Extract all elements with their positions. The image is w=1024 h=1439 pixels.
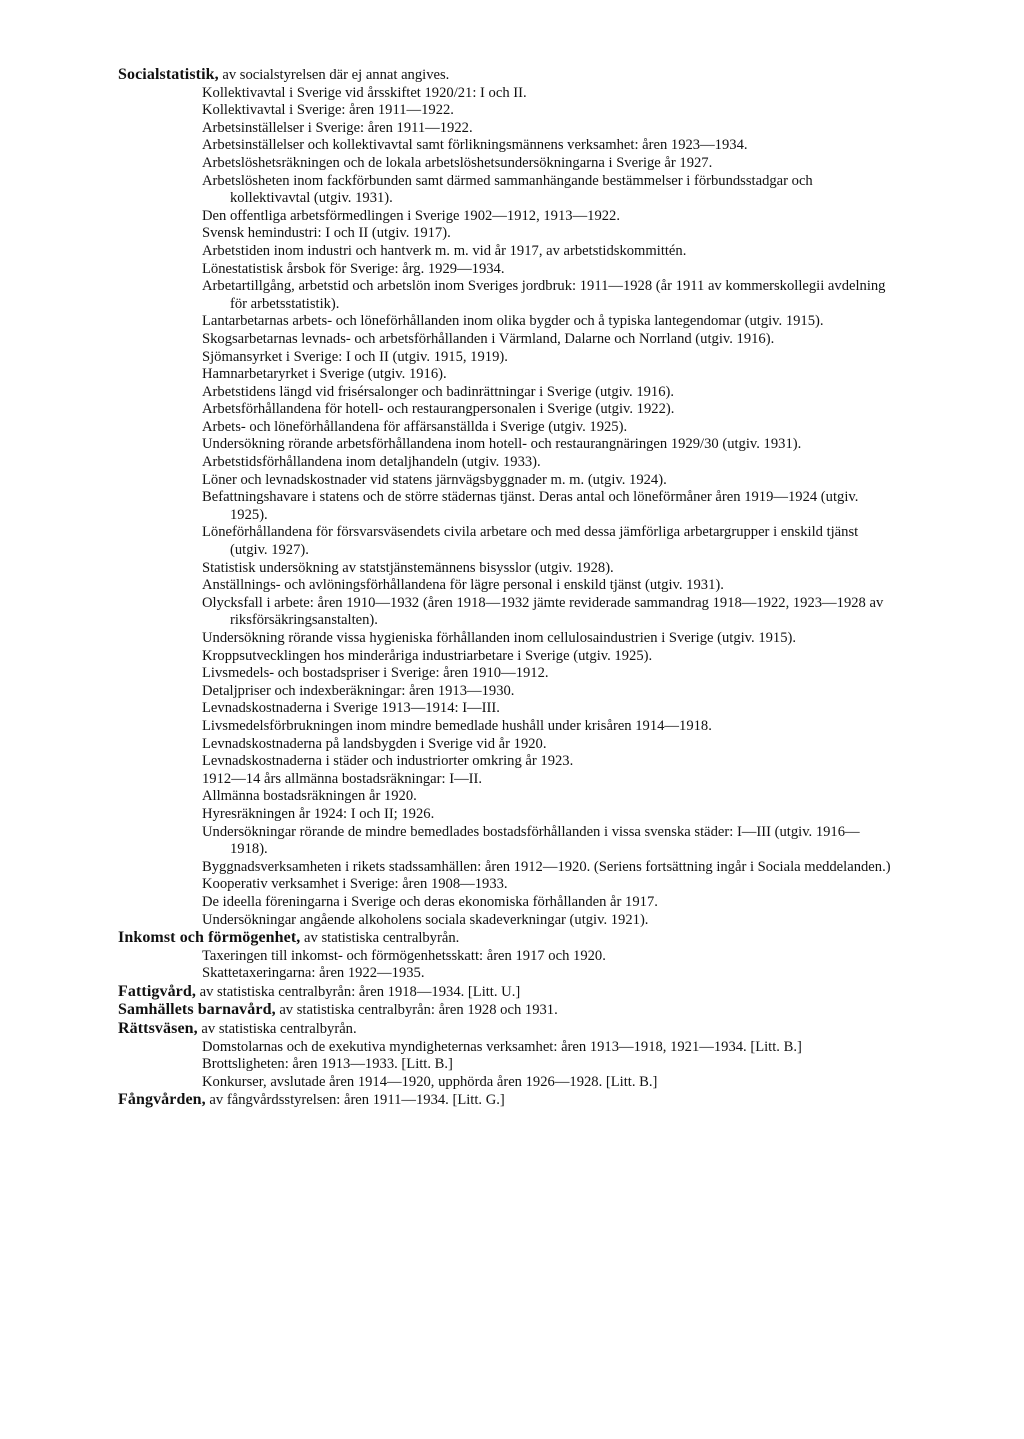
publication-entry: De ideella föreningarna i Sverige och deras ekonomiska förhållanden år 1917. (202, 893, 658, 910)
section-heading (0, 1020, 1024, 1039)
publication-entry: Sjömansyrket i Sverige: I och II (utgiv. 1915, 1919). (202, 348, 508, 365)
section-title: Rättsväsen, (118, 1020, 198, 1038)
section-source: av statistiska centralbyrån: åren 1928 och 1931. (275, 1002, 558, 1019)
publication-entry: Arbetsförhållandena för hotell- och restaurangpersonalen i Sverige (utgiv. 1922). (202, 401, 675, 418)
publication-entry: Arbetslöshetsräkningen och de lokala arbetslöshetsundersökningarna i Sverige år 1927. (202, 154, 713, 171)
publication-entry: Levnadskostnaderna på landsbygden i Sverige vid år 1920. (202, 735, 547, 752)
publication-entry: Livsmedelsförbrukningen inom mindre bemedlade hushåll under krisåren 1914—1918. (202, 717, 712, 734)
publication-entry: Befattningshavare i statens och de större städernas tjänst. Deras antal och löneförmåner åren 1919—1924 (utgiv. 1925). (202, 489, 859, 523)
publication-entry: Byggnadsverksamheten i rikets stadssamhällen: åren 1912—1920. (Seriens fortsättning ingår i Sociala meddelanden.) (202, 858, 891, 875)
publication-entry: Löner och levnadskostnader vid statens järnvägsbyggnader m. m. (utgiv. 1924). (202, 471, 667, 488)
section-title: Socialstatistik, (118, 66, 219, 83)
section (0, 1020, 1024, 1091)
publication-entry: Undersökning rörande vissa hygieniska förhållanden inom cellulosaindustrien i Sverige (utgiv. 1915). (202, 630, 797, 646)
publication-entry: Undersökningar angående alkoholens sociala skadeverkningar (utgiv. 1921). (202, 911, 649, 928)
publication-entry: Undersökningar rörande de mindre bemedlades bostadsförhållanden i vissa svenska städer: I—III (utgiv. 1916—1918). (202, 823, 860, 858)
publication-entry: Hamnarbetaryrket i Sverige (utgiv. 1916). (202, 366, 447, 383)
bibliography-list (0, 66, 1024, 1110)
section-source: av statistiska centralbyrån. (197, 1021, 357, 1038)
publication-entry: Levnadskostnaderna i städer och industriorter omkring år 1923. (202, 753, 574, 770)
publication-entry: Konkurser, avslutade åren 1914—1920, upphörda åren 1926—1928. [Litt. B.] (202, 1073, 658, 1090)
section-title: Inkomst och förmögenhet, (118, 929, 301, 947)
publication-entry: Arbetstiden inom industri och hantverk m. m. vid år 1917, av arbetstidskommittén. (202, 242, 687, 259)
section-title: Fångvården, (118, 1091, 206, 1109)
publication-entry: Arbets- och löneförhållandena för affärsanställda i Sverige (utgiv. 1925). (202, 418, 628, 435)
publication-entry: Brottsligheten: åren 1913—1933. [Litt. B.] (202, 1056, 453, 1073)
publication-entry: Kollektivavtal i Sverige: åren 1911—1922. (202, 102, 454, 119)
publication-entry: Arbetstidens längd vid frisérsalonger och badinrättningar i Sverige (utgiv. 1916). (202, 383, 675, 400)
publication-entry: Levnadskostnaderna i Sverige 1913—1914: I—III. (202, 700, 500, 717)
section-source: av socialstyrelsen där ej annat angives. (218, 67, 450, 83)
publication-entry: Den offentliga arbetsförmedlingen i Sverige 1902—1912, 1913—1922. (202, 207, 621, 224)
publication-entry: Anställnings- och avlöningsförhållandena för lägre personal i enskild tjänst (utgiv. 1931). (202, 577, 724, 594)
publication-entry: Arbetstidsförhållandena inom detaljhandeln (utgiv. 1933). (202, 454, 541, 471)
section (0, 929, 1024, 983)
publication-entry: Skattetaxeringarna: åren 1922—1935. (202, 965, 425, 982)
section-source: av statistiska centralbyrån. (300, 930, 460, 947)
publication-entry: Lönestatistisk årsbok för Sverige: årg. 1929—1934. (202, 260, 505, 277)
section-source: av statistiska centralbyrån: åren 1918—1934. [Litt. U.] (195, 983, 521, 1000)
publication-entry: Kooperativ verksamhet i Sverige: åren 1908—1933. (202, 876, 508, 893)
publication-entry: Lantarbetarnas arbets- och löneförhållanden inom olika bygder och å typiska lantegendomar (utgiv. 1915). (202, 313, 824, 330)
publication-entry: Kroppsutvecklingen hos minderåriga industriarbetare i Sverige (utgiv. 1925). (202, 647, 653, 664)
section-heading (0, 983, 1024, 1002)
publication-entry: Arbetslösheten inom fackförbunden samt därmed sammanhängande bestämmelser i förbundsstadgar och kollektivavtal (utgiv. 1931). (202, 172, 813, 207)
publication-entry: Domstolarnas och de exekutiva myndigheternas verksamhet: åren 1913—1918, 1921—1934. [Litt. B.] (202, 1038, 802, 1055)
publication-entry: Livsmedels- och bostadspriser i Sverige: åren 1910—1912. (202, 665, 549, 682)
section (0, 1001, 1024, 1020)
publication-entry: Hyresräkningen år 1924: I och II; 1926. (202, 805, 435, 822)
section (0, 983, 1024, 1002)
publication-entry: Kollektivavtal i Sverige vid årsskiftet 1920/21: I och II. (202, 84, 527, 101)
publication-entry: Löneförhållandena för försvarsväsendets civila arbetare och med dessa jämförliga arbetargrupper i enskild tjänst (utgiv. 1927). (202, 524, 859, 559)
publication-entry: Taxeringen till inkomst- och förmögenhetsskatt: åren 1917 och 1920. (202, 947, 606, 964)
publication-entry: Arbetsinställelser i Sverige: åren 1911—1922. (202, 119, 473, 136)
publication-entry: Svensk hemindustri: I och II (utgiv. 1917). (202, 225, 451, 242)
publication-entry: Arbetartillgång, arbetstid och arbetslön inom Sveriges jordbruk: 1911—1928 (år 1911 av kommerskollegii avdelning för arbetsstatistik). (202, 278, 886, 312)
publication-entry: 1912—14 års allmänna bostadsräkningar: I—II. (202, 770, 483, 787)
section (0, 66, 1024, 929)
section-title: Samhällets barnavård, (118, 1001, 276, 1019)
publication-entry: Skogsarbetarnas levnads- och arbetsförhållanden i Värmland, Dalarne och Norrland (utgiv. 1916). (202, 330, 775, 347)
publication-entry: Arbetsinställelser och kollektivavtal samt förlikningsmännens verksamhet: åren 1923—1934. (202, 137, 748, 154)
section-heading (0, 929, 1024, 948)
publication-entry: Olycksfall i arbete: åren 1910—1932 (åren 1918—1932 jämte reviderade sammandrag 1918—1922, 1923—1928 av riksförsäkringsanstalten). (202, 594, 884, 629)
section (0, 1091, 1024, 1110)
section-title: Fattigvård, (118, 982, 196, 1000)
publication-entry: Detaljpriser och indexberäkningar: åren 1913—1930. (202, 682, 515, 699)
section-heading (0, 1001, 1024, 1020)
section-source: av fångvårdsstyrelsen: åren 1911—1934. [Litt. G.] (205, 1092, 505, 1109)
publication-entry: Allmänna bostadsräkningen år 1920. (202, 788, 417, 805)
section-heading (0, 1091, 1024, 1110)
publication-entry: Undersökning rörande arbetsförhållandena inom hotell- och restaurangnäringen 1929/30 (utgiv. 1931). (202, 436, 802, 453)
section-heading (0, 66, 1024, 85)
publication-entry: Statistisk undersökning av statstjänstemännens bisysslor (utgiv. 1928). (202, 559, 614, 576)
